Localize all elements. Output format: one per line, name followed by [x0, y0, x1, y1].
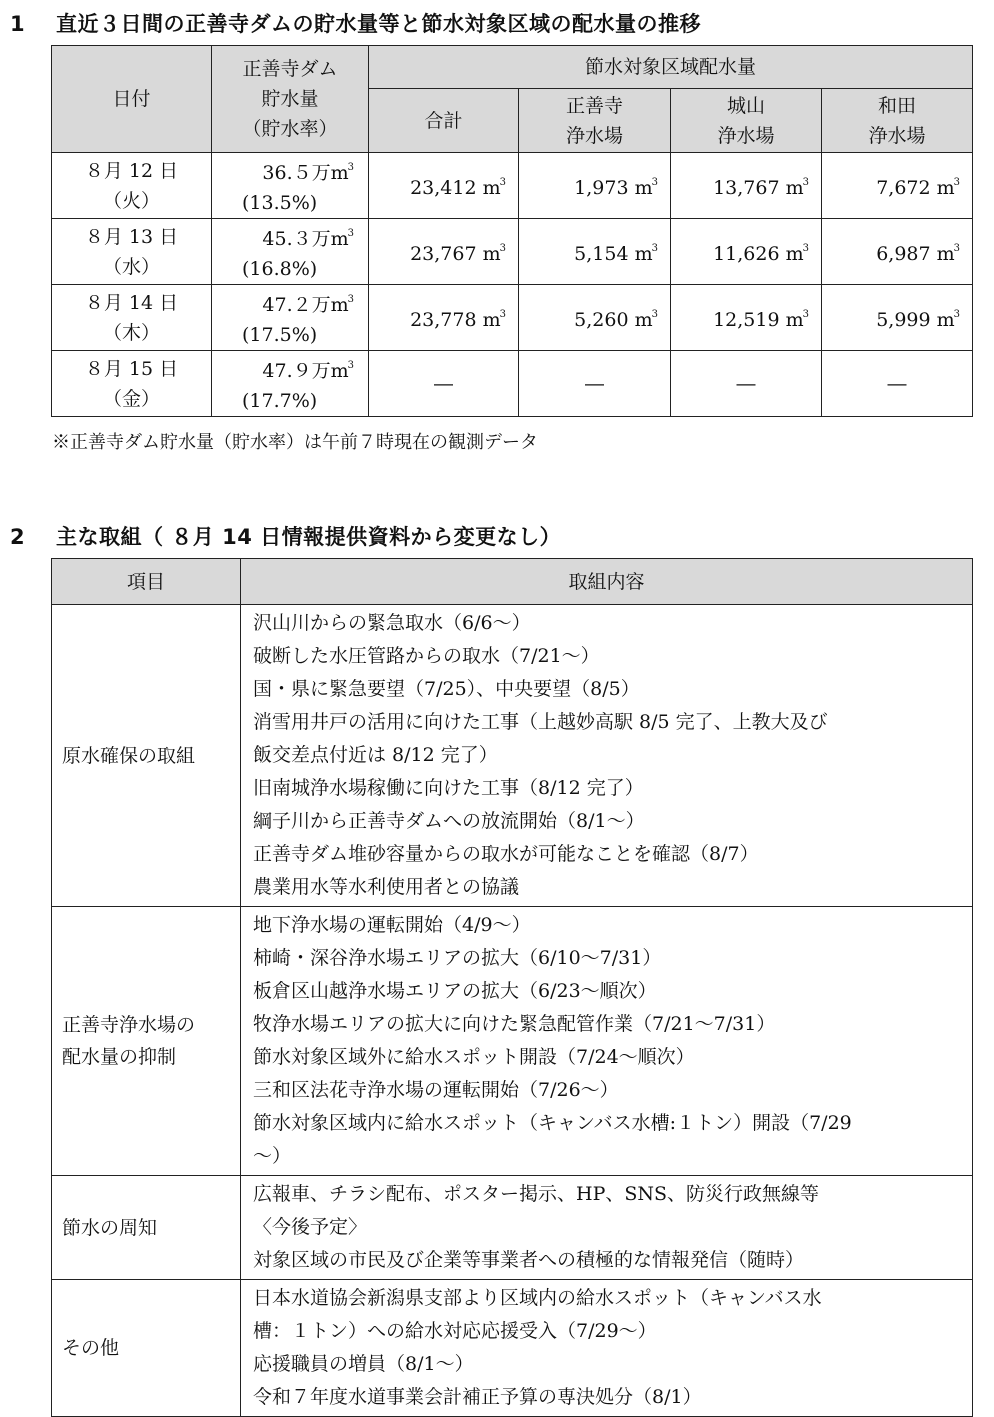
shozenji-cell: ―	[519, 351, 671, 417]
cubic-unit: 3	[347, 360, 354, 371]
content-line: 綱子川から正善寺ダムへの放流開始（8/1～）	[253, 810, 645, 832]
header-storage-line1: 正善寺ダム	[242, 58, 338, 80]
joyama-cell	[671, 219, 822, 285]
item-cell	[52, 907, 241, 1176]
storage-value: 36.５万m	[262, 162, 349, 184]
section2-title: 主な取組（ ８月 14 日情報提供資料から変更なし）	[56, 525, 562, 549]
wada-cell	[822, 285, 973, 351]
rate-value: (17.5%)	[242, 324, 318, 346]
content-line: 槽：１トン）への給水対応応援受入（7/29～）	[253, 1320, 657, 1342]
header-distribution: 節水対象区域配水量	[369, 46, 973, 89]
joyama-value: 13,767 m	[713, 177, 804, 199]
content-line: 飯交差点付近は 8/12 完了）	[253, 744, 498, 766]
content-line: 牧浄水場エリアの拡大に向けた緊急配管作業（7/21～7/31）	[253, 1013, 776, 1035]
joyama-cell: ―	[671, 351, 822, 417]
weekday-text: （木）	[102, 321, 160, 344]
table-row	[52, 285, 973, 351]
header-shozenji	[519, 89, 671, 153]
rate-value: (13.5%)	[242, 192, 318, 214]
storage-value: 47.９万m	[262, 360, 349, 382]
header-total: 合計	[369, 89, 519, 153]
content-line: 国・県に緊急要望（7/25）、中央要望（8/5）	[253, 678, 640, 700]
shozenji-cell	[519, 219, 671, 285]
total-value: 23,778 m	[410, 309, 501, 331]
content-cell	[241, 1280, 973, 1417]
shozenji-value: 5,260 m	[574, 309, 653, 331]
date-cell	[52, 153, 212, 219]
storage-value: 45.３万m	[262, 228, 349, 250]
content-line: 地下浄水場の運転開始（4/9～）	[253, 914, 531, 936]
cubic-unit: 3	[347, 162, 354, 173]
table-row	[52, 907, 973, 1176]
weekday-text: （水）	[102, 255, 160, 278]
storage-cell	[212, 285, 369, 351]
item-cell	[52, 605, 241, 907]
storage-cell	[212, 153, 369, 219]
content-line: 広報車、チラシ配布、ポスター掲示、HP、SNS、防災行政無線等	[253, 1183, 820, 1205]
section2-number: 2	[10, 525, 26, 549]
table-row	[52, 1280, 973, 1417]
shozenji-value: 5,154 m	[574, 243, 653, 265]
rate-value: (16.8%)	[242, 258, 318, 280]
section1-number: 1	[10, 12, 26, 36]
content-line: 日本水道協会新潟県支部より区域内の給水スポット（キャンバス水	[253, 1287, 822, 1309]
storage-cell	[212, 219, 369, 285]
cubic-unit: 3	[802, 309, 809, 320]
header-wada	[822, 89, 973, 153]
header-joyama	[671, 89, 822, 153]
shozenji-cell	[519, 285, 671, 351]
header-storage	[212, 46, 369, 153]
content-line: 〈今後予定〉	[253, 1216, 368, 1238]
wada-cell	[822, 219, 973, 285]
content-line: ～）	[253, 1145, 292, 1167]
cubic-unit: 3	[499, 243, 506, 254]
item-label: 配水量の抑制	[62, 1046, 177, 1068]
header-wada-line1: 和田	[878, 94, 917, 117]
date-text: ８月 12 日	[84, 159, 179, 182]
joyama-cell	[671, 153, 822, 219]
date-text: ８月 13 日	[84, 225, 179, 248]
total-cell	[369, 219, 519, 285]
item-cell	[52, 1176, 241, 1280]
date-text: ８月 15 日	[84, 357, 179, 380]
content-line: 節水対象区域内に給水スポット（キャンバス水槽:１トン）開設（7/29	[253, 1112, 852, 1134]
content-line: 正善寺ダム堆砂容量からの取水が可能なことを確認（8/7）	[253, 843, 759, 865]
content-line: 沢山川からの緊急取水（6/6～）	[253, 612, 531, 634]
header-date: 日付	[52, 46, 212, 153]
joyama-cell	[671, 285, 822, 351]
initiatives-table	[51, 558, 973, 1417]
content-line: 破断した水圧管路からの取水（7/21～）	[253, 645, 600, 667]
table-row	[52, 219, 973, 285]
content-cell	[241, 605, 973, 907]
shozenji-cell	[519, 153, 671, 219]
total-value: 23,767 m	[410, 243, 501, 265]
content-line: 節水対象区域外に給水スポット開設（7/24～順次）	[253, 1046, 695, 1068]
cubic-unit: 3	[802, 243, 809, 254]
date-text: ８月 14 日	[84, 291, 179, 314]
wada-cell	[822, 153, 973, 219]
section1-heading	[10, 8, 701, 38]
content-cell	[241, 907, 973, 1176]
header-wada-line2: 浄水場	[868, 124, 926, 147]
cubic-unit: 3	[499, 309, 506, 320]
total-cell	[369, 285, 519, 351]
header-content: 取組内容	[241, 559, 973, 605]
table-row	[52, 1176, 973, 1280]
storage-cell	[212, 351, 369, 417]
item-label: 正善寺浄水場の	[62, 1014, 196, 1036]
cubic-unit: 3	[651, 243, 658, 254]
content-line: 旧南城浄水場稼働に向けた工事（8/12 完了）	[253, 777, 644, 799]
storage-value: 47.２万m	[262, 294, 349, 316]
rate-value: (17.7%)	[242, 390, 318, 412]
header-joyama-line2: 浄水場	[717, 124, 775, 147]
observation-note: ※正善寺ダム貯水量（貯水率）は午前７時現在の観測データ	[52, 432, 538, 453]
joyama-value: 12,519 m	[713, 309, 804, 331]
cubic-unit: 3	[802, 177, 809, 188]
section1-title: 直近３日間の正善寺ダムの貯水量等と節水対象区域の配水量の推移	[56, 12, 701, 36]
content-line: 消雪用井戸の活用に向けた工事（上越妙高駅 8/5 完了、上教大及び	[253, 711, 828, 733]
wada-value: 5,999 m	[876, 309, 955, 331]
content-line: 応援職員の増員（8/1～）	[253, 1353, 474, 1375]
total-value: 23,412 m	[410, 177, 501, 199]
cubic-unit: 3	[953, 177, 961, 188]
header-joyama-line1: 城山	[726, 94, 765, 117]
header-storage-line3: （貯水率）	[242, 118, 338, 140]
total-cell: ―	[369, 351, 519, 417]
cubic-unit: 3	[651, 309, 658, 320]
content-line: 三和区法花寺浄水場の運転開始（7/26～）	[253, 1079, 619, 1101]
wada-value: 7,672 m	[876, 177, 955, 199]
date-cell	[52, 219, 212, 285]
date-cell	[52, 351, 212, 417]
item-cell	[52, 1280, 241, 1417]
content-cell	[241, 1176, 973, 1280]
table-row	[52, 351, 973, 417]
content-line: 対象区域の市民及び企業等事業者への積極的な情報発信（随時）	[253, 1249, 805, 1271]
joyama-value: 11,626 m	[713, 243, 804, 265]
table-row	[52, 153, 973, 219]
item-label: 原水確保の取組	[62, 744, 196, 767]
header-storage-line2: 貯水量	[261, 88, 319, 110]
reservoir-distribution-table	[51, 45, 973, 417]
header-shozenji-line1: 正善寺	[565, 94, 623, 117]
weekday-text: （金）	[102, 387, 160, 410]
header-item: 項目	[52, 559, 241, 605]
weekday-text: （火）	[102, 189, 160, 212]
table-row	[52, 605, 973, 907]
date-cell	[52, 285, 212, 351]
section2-heading	[10, 521, 561, 551]
cubic-unit: 3	[953, 309, 961, 320]
total-cell	[369, 153, 519, 219]
cubic-unit: 3	[347, 228, 354, 239]
wada-cell: ―	[822, 351, 973, 417]
content-line: 板倉区山越浄水場エリアの拡大（6/23～順次）	[253, 980, 657, 1002]
cubic-unit: 3	[651, 177, 658, 188]
content-line: 柿崎・深谷浄水場エリアの拡大（6/10～7/31）	[253, 947, 662, 969]
cubic-unit: 3	[953, 243, 961, 254]
header-shozenji-line2: 浄水場	[565, 124, 623, 147]
wada-value: 6,987 m	[876, 243, 955, 265]
cubic-unit: 3	[499, 177, 506, 188]
item-label: 節水の周知	[62, 1216, 158, 1239]
cubic-unit: 3	[347, 294, 354, 305]
content-line: 農業用水等水利使用者との協議	[253, 876, 520, 898]
content-line: 令和７年度水道事業会計補正予算の専決処分（8/1）	[253, 1386, 702, 1408]
shozenji-value: 1,973 m	[574, 177, 653, 199]
item-label: その他	[62, 1337, 120, 1359]
